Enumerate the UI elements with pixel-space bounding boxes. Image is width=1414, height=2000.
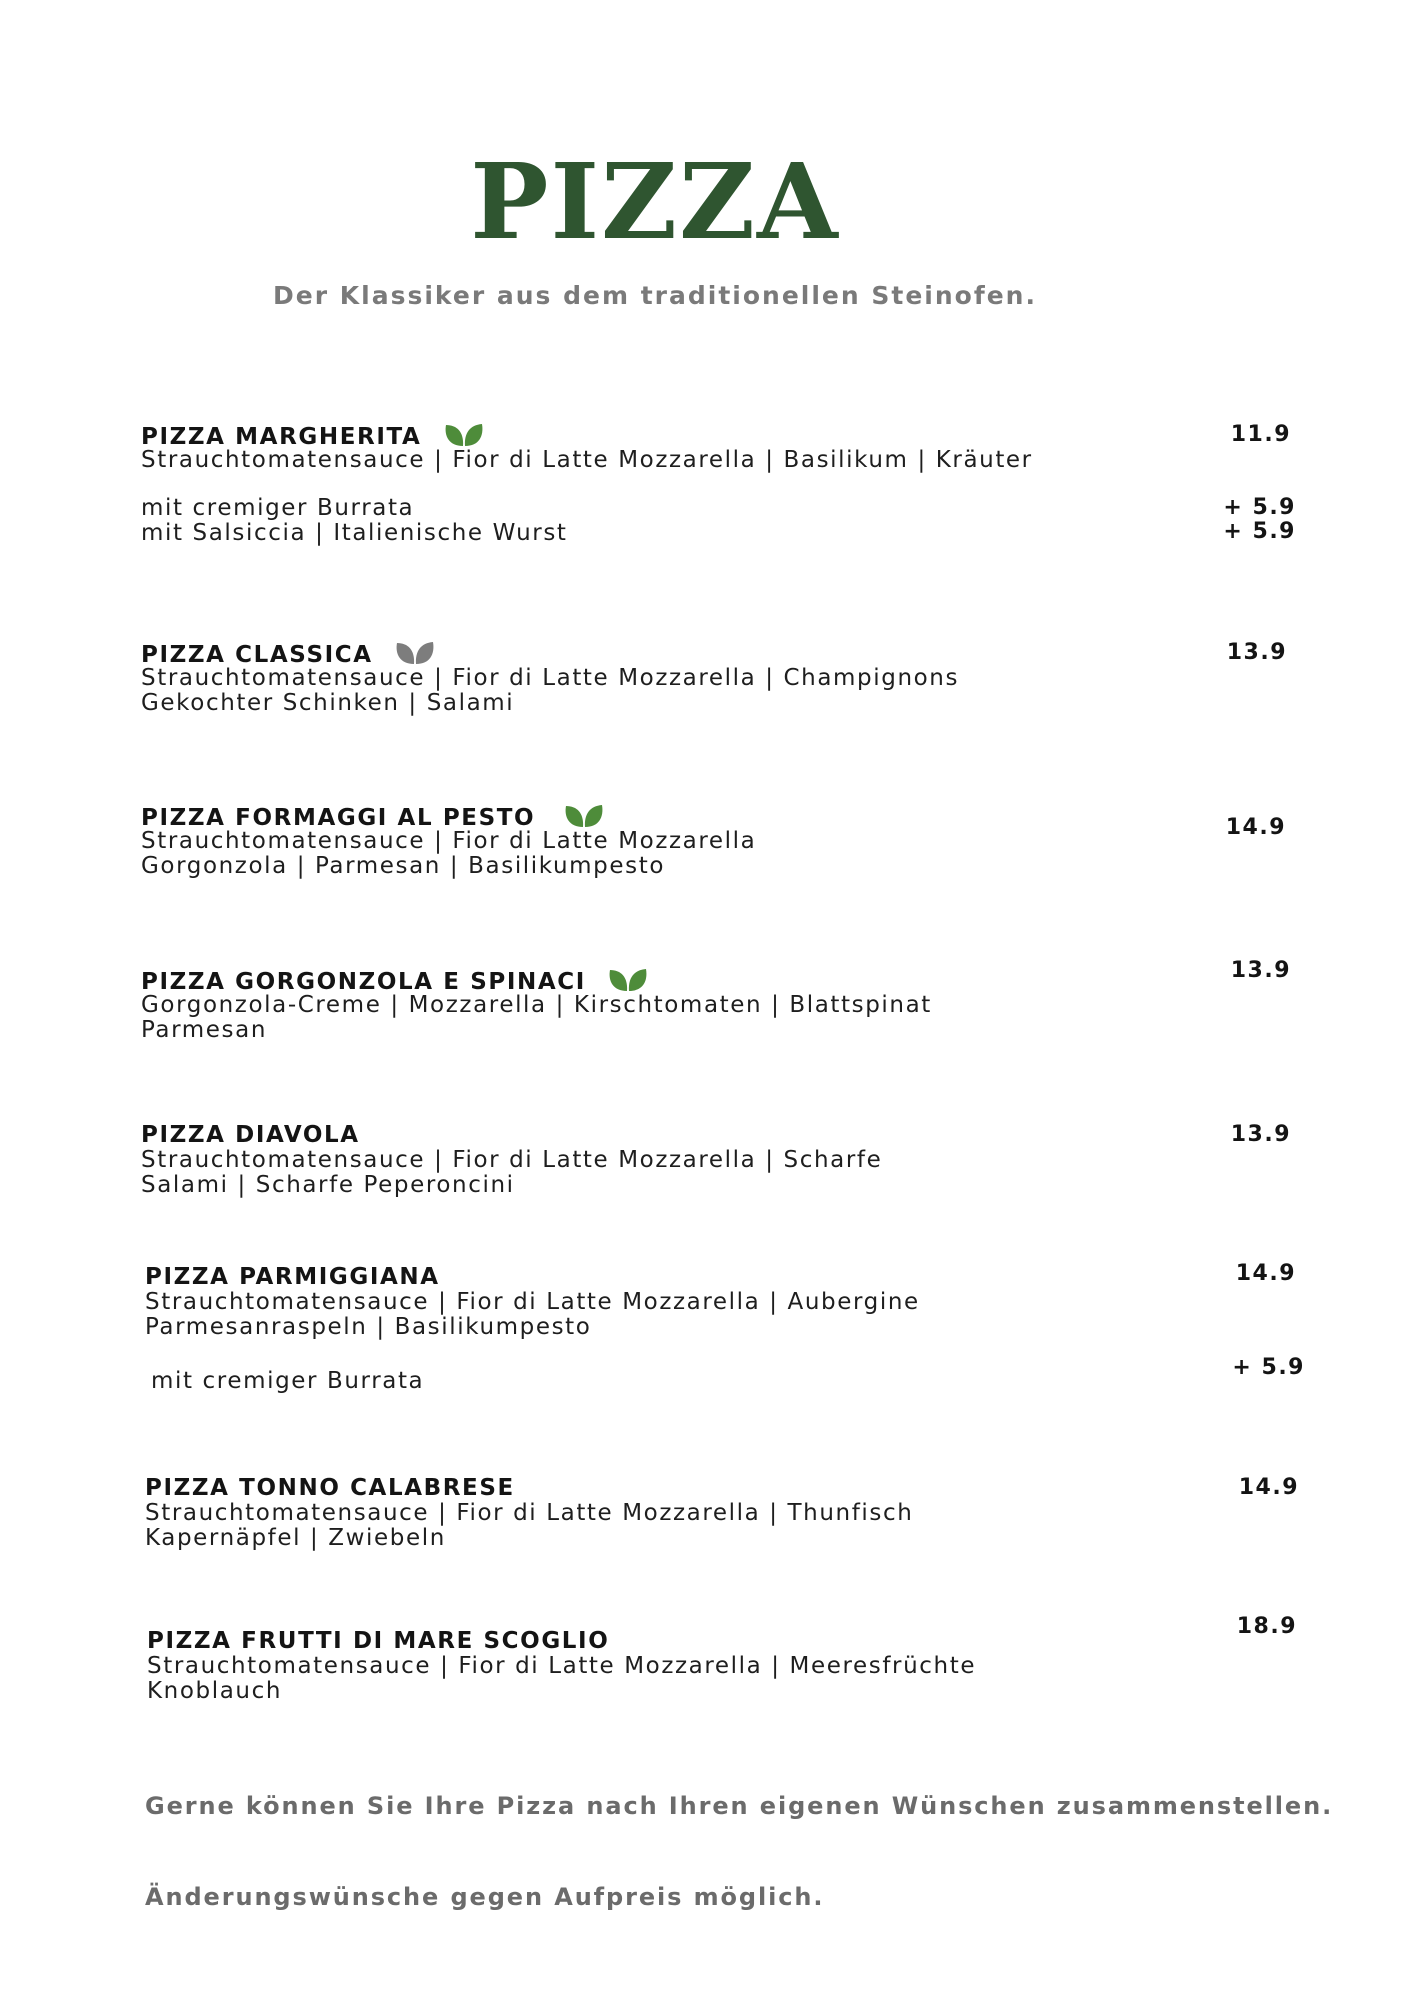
item-price: 11.9 (1230, 422, 1291, 447)
extra-option: mit Salsiccia | Italienische Wurst (141, 520, 568, 546)
item-price: 18.9 (1236, 1614, 1297, 1639)
item-description: Strauchtomatensauce | Fior di Latte Mozzarella | Champignons (141, 665, 960, 691)
item-name: PIZZA MARGHERITA (141, 424, 422, 450)
item-price: 14.9 (1238, 1475, 1299, 1500)
menu-item-tonno-calabrese (145, 1475, 1305, 1551)
item-description: Strauchtomatensauce | Fior di Latte Mozzarella | Thunfisch (145, 1500, 914, 1526)
item-description: Strauchtomatensauce | Fior di Latte Mozzarella | Basilikum | Kräuter (141, 447, 1033, 473)
menu-item-gorgonzola-e-spinaci (141, 958, 1301, 1043)
item-description: Gorgonzola-Creme | Mozzarella | Kirschtomaten | Blattspinat (141, 992, 932, 1018)
item-description: Salami | Scharfe Peperoncini (141, 1172, 515, 1198)
item-name: PIZZA FORMAGGI AL PESTO (141, 805, 536, 831)
footer-note-surcharge: Änderungswünsche gegen Aufpreis möglich. (145, 1883, 825, 1911)
item-description: Parmesanraspeln | Basilikumpesto (145, 1314, 592, 1340)
item-price: 13.9 (1230, 1122, 1291, 1147)
menu-item-frutti-di-mare-scoglio (147, 1614, 1307, 1704)
extra-price: + 5.9 (1232, 1355, 1305, 1380)
item-name: PIZZA FRUTTI DI MARE SCOGLIO (147, 1628, 610, 1654)
extra-option: mit cremiger Burrata (141, 495, 415, 521)
item-description: Knoblauch (147, 1678, 283, 1704)
menu-item-parmiggiana (145, 1261, 1305, 1394)
item-description: Strauchtomatensauce | Fior di Latte Mozzarella (141, 828, 757, 854)
item-description: Kapernäpfel | Zwiebeln (145, 1525, 446, 1551)
item-name: PIZZA GORGONZOLA E SPINACI (141, 969, 586, 995)
item-price: 14.9 (1235, 1261, 1296, 1286)
menu-item-classica (141, 640, 1301, 716)
extra-option: mit cremiger Burrata (151, 1368, 425, 1394)
item-price: 14.9 (1225, 815, 1286, 840)
item-description: Strauchtomatensauce | Fior di Latte Mozzarella | Aubergine (145, 1289, 920, 1315)
extra-price: + 5.9 (1223, 519, 1296, 544)
menu-item-formaggi-al-pesto (141, 803, 1301, 879)
page-subtitle: Der Klassiker aus dem traditionellen Steinofen. (273, 281, 1037, 310)
gray-leaf-icon (394, 640, 436, 666)
item-name: PIZZA CLASSICA (141, 642, 373, 668)
item-description: Gorgonzola | Parmesan | Basilikumpesto (141, 853, 666, 879)
item-name: PIZZA TONNO CALABRESE (145, 1475, 515, 1501)
vegetarian-leaf-icon (607, 967, 649, 993)
item-name: PIZZA DIAVOLA (141, 1122, 360, 1148)
vegetarian-leaf-icon (563, 803, 605, 829)
item-name: PIZZA PARMIGGIANA (145, 1264, 440, 1290)
item-description: Gekochter Schinken | Salami (141, 690, 515, 716)
page-title: PIZZA (470, 140, 840, 263)
extra-price: + 5.9 (1223, 495, 1296, 520)
menu-item-margherita (141, 422, 1301, 546)
item-description: Strauchtomatensauce | Fior di Latte Mozzarella | Scharfe (141, 1147, 883, 1173)
item-description: Strauchtomatensauce | Fior di Latte Mozzarella | Meeresfrüchte (147, 1653, 977, 1679)
vegetarian-leaf-icon (443, 422, 485, 448)
item-price: 13.9 (1230, 958, 1291, 983)
item-description: Parmesan (141, 1017, 267, 1043)
menu-item-diavola (141, 1122, 1301, 1198)
item-price: 13.9 (1226, 640, 1287, 665)
footer-note-custom-pizza: Gerne können Sie Ihre Pizza nach Ihren eigenen Wünschen zusammenstellen. (145, 1792, 1334, 1820)
